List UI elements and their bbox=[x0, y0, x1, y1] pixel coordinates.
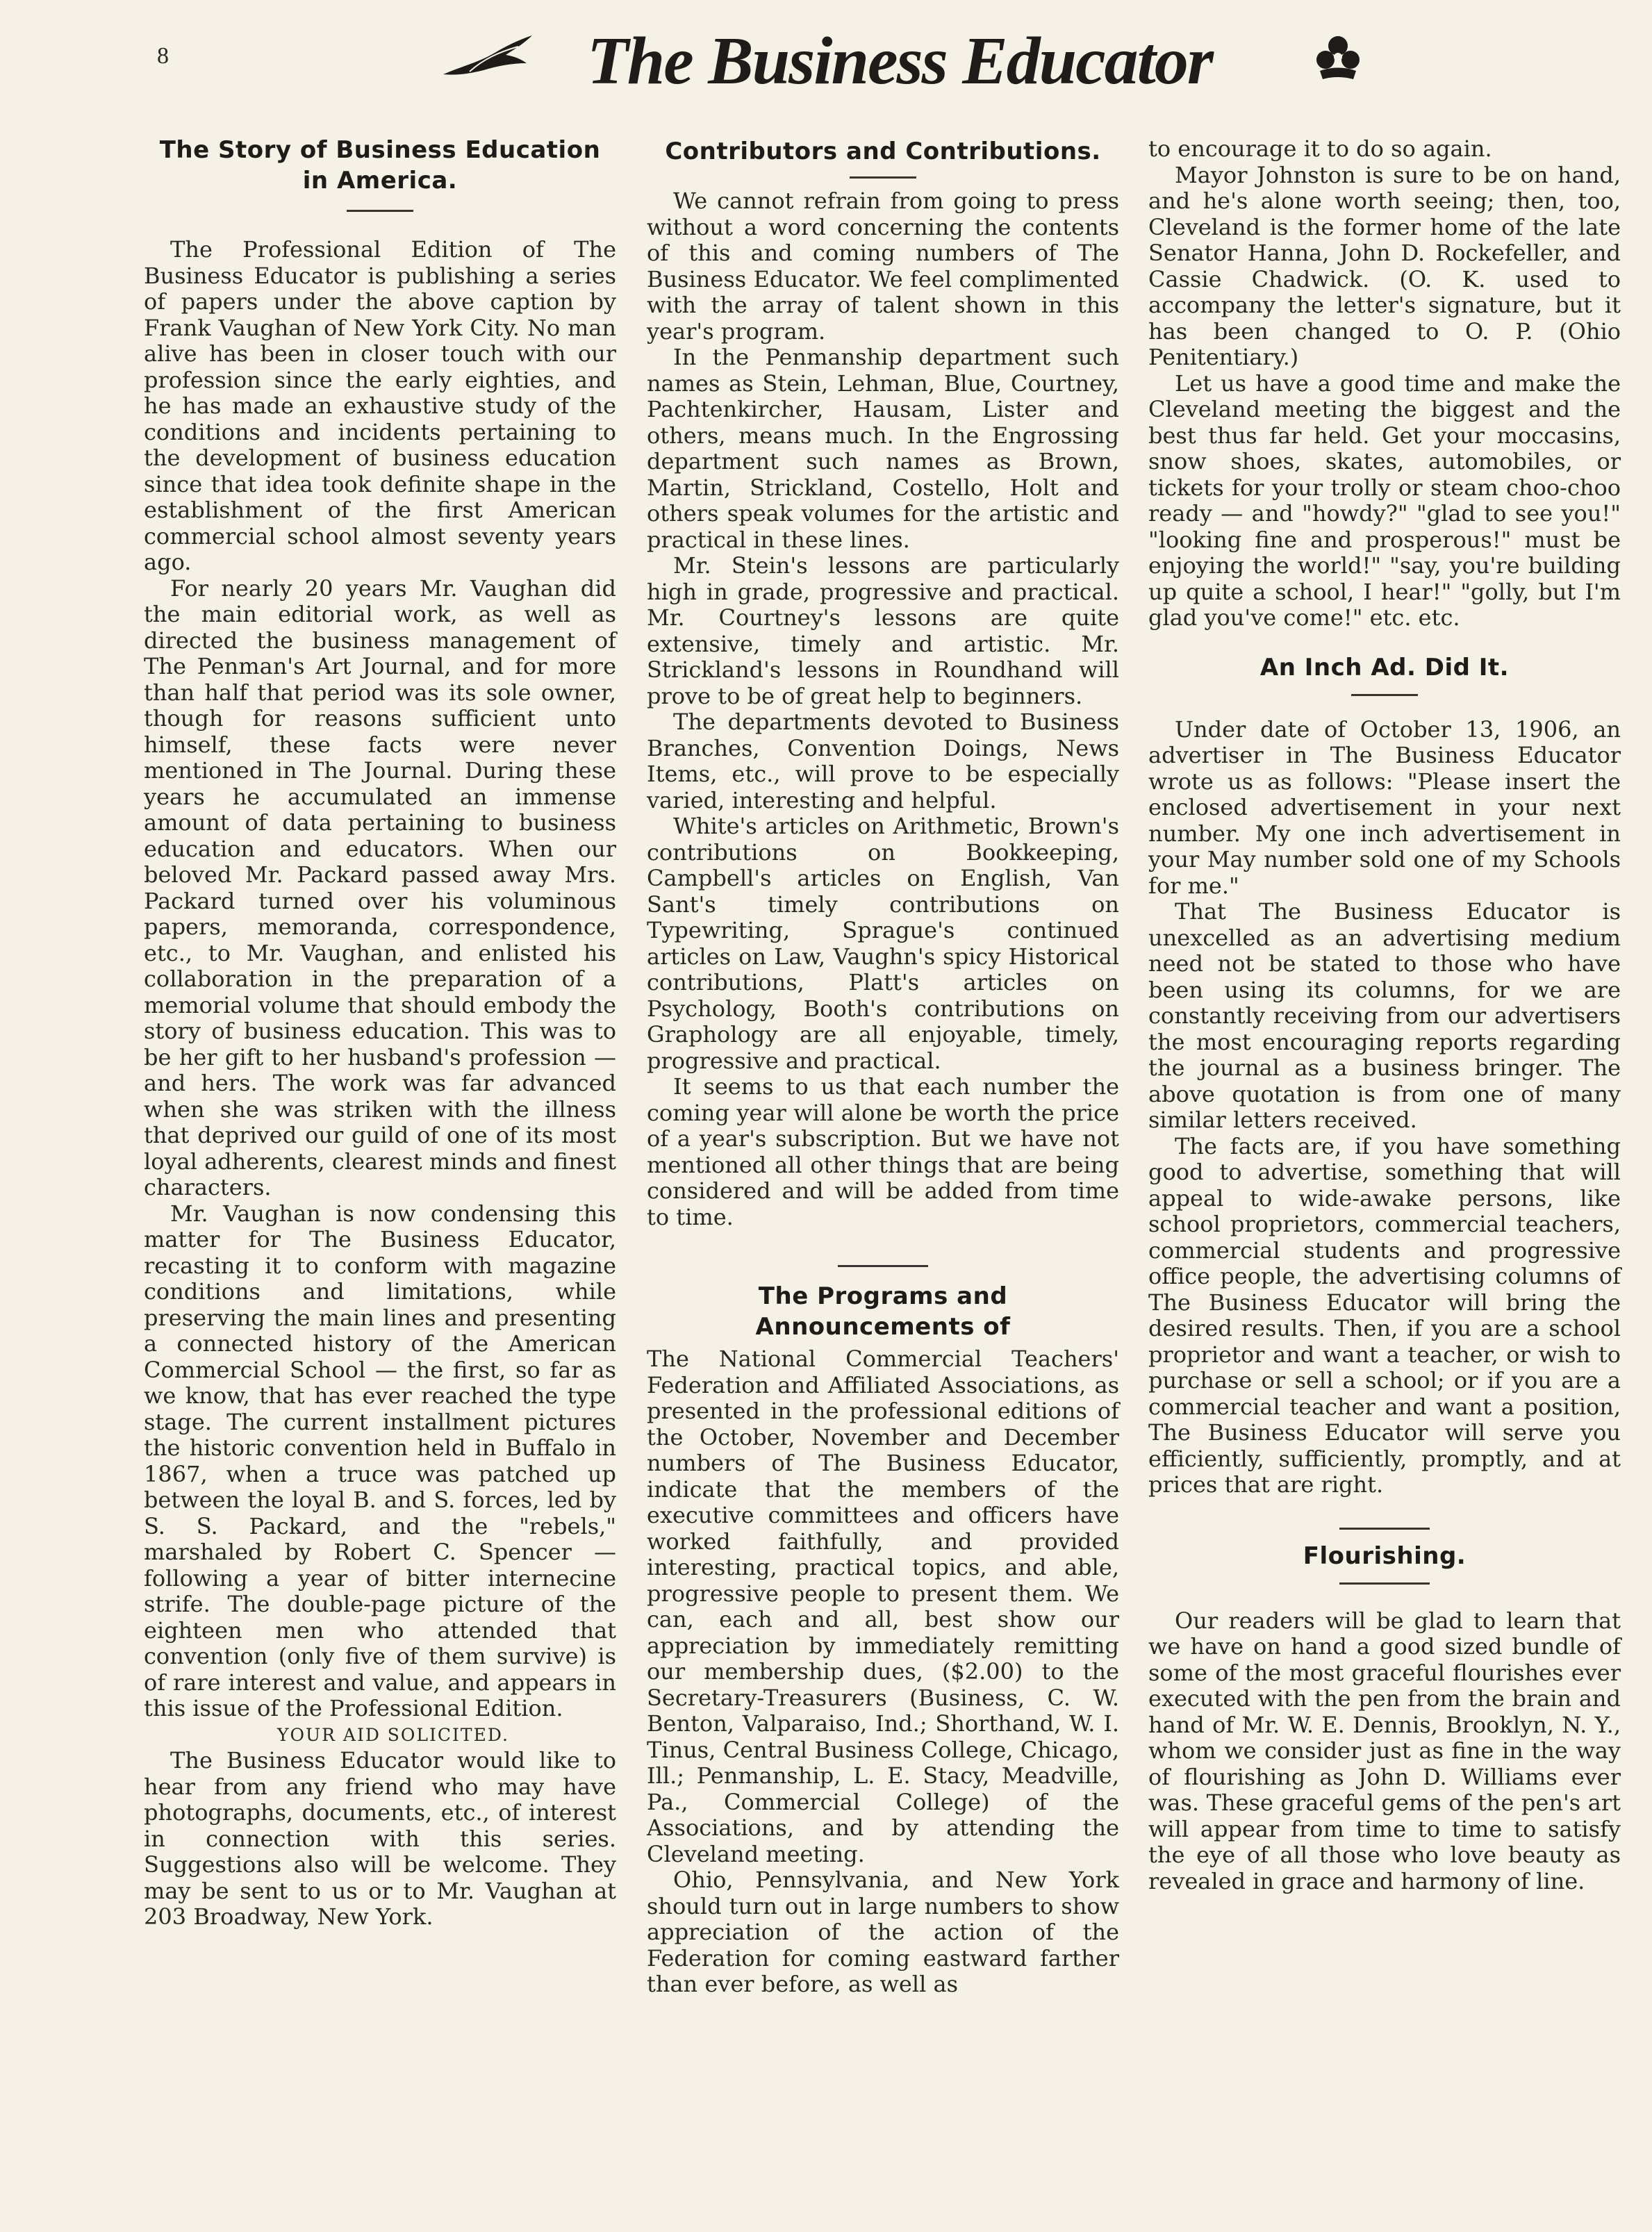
paragraph: The departments devoted to Business Branches, Convention Doings, News Items, etc., will prove to be especially varied, interesting and helpful. bbox=[647, 709, 1119, 813]
page-number: 8 bbox=[157, 43, 169, 69]
divider bbox=[838, 1265, 928, 1267]
masthead bbox=[0, 0, 1652, 122]
article-title-flourishing: Flourishing. bbox=[1303, 1541, 1467, 1570]
paragraph: For nearly 20 years Mr. Vaughan did the main editorial work, as well as directed the business management of The Penman's Art Journal, and for more than half that period was its sole owner, though for reasons sufficient unto himself, these facts were never mentioned in The Journal. During these years he accumulated an immense amount of data pertaining to business education and educators. When our beloved Mr. Packard passed away Mrs. Packard turned over his voluminous papers, memoranda, correspondence, etc., to Mr. Vaughan, and enlisted his collaboration in the preparation of a memorial volume that should embody the story of business education. This was to be her gift to her husband's profession — and hers. The work was far advanced when she was striken with the illness that deprived our guild of one of its most loyal adherents, clearest minds and finest characters. bbox=[144, 574, 616, 1200]
publication-title: The Business Educator bbox=[586, 24, 1213, 99]
paragraph: The National Commercial Teachers' Federation and Affiliated Associations, as presented in the professional editions of the October, November and December numbers of The Business Educator, indicate that the members of the executive committees and officers have worked faithfully, and provided interesting, practical topics, and able, progressive people to present them. We can, each and all, best show our appreciation by immediately remitting our membership dues, ($2.00) to the Secretary-Treasurers (Business, C. W. Benton, Valparaiso, Ind.; Shorthand, W. I. Tinus, Central Business College, Chicago, Ill.; Penmanship, L. E. Stacy, Meadville, Pa., Commercial College) of the Associations, and by attending the Cleveland meeting. bbox=[647, 1346, 1119, 1867]
divider bbox=[1351, 694, 1418, 696]
paragraph: Mr. Stein's lessons are particularly high in grade, progressive and practical. Mr. Courtney's lessons are quite extensive, timely and artistic. Mr. Strickland's lessons in Roundhand will prove to be of great help to beginners. bbox=[647, 552, 1119, 709]
divider bbox=[1339, 1582, 1430, 1585]
paragraph: In the Penmanship department such names as Stein, Lehman, Blue, Courtney, Pachtenkircher, Hausam, Lister and others, means much. In the Engrossing department such names as Brown, Martin, Strickland, Costello, Holt and others speak volumes for the artistic and practical in these lines. bbox=[647, 344, 1119, 553]
column-2 bbox=[647, 136, 1119, 1998]
article-title-programs-announcements: The Programs and Announcements of bbox=[755, 1282, 1011, 1341]
divider bbox=[1339, 1528, 1430, 1530]
paragraph: Mayor Johnston is sure to be on hand, and he's alone worth seeing; then, too, Cleveland is the former home of the late Senator Hanna, John D. Rockefeller, and Cassie Chadwick. (O. K. used to accompany the letter's signature, but it has been changed to O. P. (Ohio Penitentiary.) bbox=[1148, 161, 1621, 370]
quill-bird-icon bbox=[442, 31, 534, 80]
divider bbox=[347, 210, 413, 212]
ornament-icon bbox=[1310, 29, 1366, 85]
column-3 bbox=[1148, 136, 1621, 1894]
paragraph: We cannot refrain from going to press without a word concerning the contents of this and coming numbers of The Business Educator. We feel complimented with the array of talent shown in this year's program. bbox=[647, 188, 1119, 345]
subheading-your-aid-solicited: YOUR AID SOLICITED. bbox=[277, 1724, 509, 1745]
paragraph: The Business Educator would like to hear from any friend who may have photographs, documents, etc., of interest in connection with this series. Suggestions also will be welcome. They may be sent to us or to Mr. Vaughan at 203 Broadway, New York. bbox=[144, 1747, 616, 1930]
paragraph: to encourage it to do so again. bbox=[1148, 135, 1492, 162]
paragraph: The facts are, if you have something good to advertise, something that will appeal to wide-awake persons, like school proprietors, commercial teachers, commercial students and progressive office people, the advertising columns of The Business Educator will bring the desired results. Then, if you are a school proprietor and want a teacher, or wish to purchase or sell a school; or if you are a commercial teacher and want a position, The Business Educator will serve you efficiently, sufficiently, promptly, and at prices that are right. bbox=[1148, 1132, 1621, 1498]
article-title-inch-ad: An Inch Ad. Did It. bbox=[1259, 653, 1510, 681]
paragraph: That The Business Educator is unexcelled as an advertising medium need not be stated to those who have been using its columns, for we are constantly receiving from our advertisers the most encouraging reports regarding the journal as a business bringer. The above quotation is from one of many similar letters received. bbox=[1148, 898, 1621, 1133]
paragraph: Under date of October 13, 1906, an advertiser in The Business Educator wrote us as follows: "Please insert the enclosed advertisement in your next number. My one inch advertisement in your May number sold one of my Schools for me." bbox=[1148, 716, 1621, 899]
divider bbox=[850, 176, 916, 179]
paragraph: The Professional Edition of The Business Educator is publishing a series of papers under the above caption by Frank Vaughan of New York City. No man alive has been in closer touch with our profession since the early eighties, and he has made an exhaustive study of the conditions and incidents pertaining to the development of business education since that idea took definite shape in the establishment of the first American commercial school almost seventy years ago. bbox=[144, 236, 616, 575]
article-title-contributors: Contributors and Contributions. bbox=[665, 138, 1101, 165]
paragraph: Let us have a good time and make the Cleveland meeting the biggest and the best thus far held. Get your moccasins, snow shoes, skates, automobiles, or tickets for your trolly or steam choo-choo ready — and "howdy?" "glad to see you!" "looking fine and prosperous!" must be enjoying the world!" "say, you're building up quite a school, I hear!" "golly, but I'm glad you've come!" etc. etc. bbox=[1148, 370, 1621, 631]
paragraph: It seems to us that each number the coming year will alone be worth the price of a year's subscription. But we have not mentioned all other things that are being considered and will be added from time to time. bbox=[647, 1073, 1119, 1230]
paragraph: Mr. Vaughan is now condensing this matter for The Business Educator, recasting it to conform with magazine conditions and limitations, while preserving the main lines and presenting a connected history of the American Commercial School — the first, so far as we know, that has ever reached the type stage. The current installment pictures the historic convention held in Buffalo in 1867, when a truce was patched up between the loyal B. and S. forces, led by S. S. Packard, and the "rebels," marshaled by Robert C. Spencer — following a year of bitter internecine strife. The double-page picture of the eighteen men who attended that convention (only five of them survive) is of rare interest and value, and appears in this issue of the Professional Edition. bbox=[144, 1200, 616, 1721]
paragraph: White's articles on Arithmetic, Brown's contributions on Bookkeeping, Campbell's articles on English, Van Sant's timely contributions on Typewriting, Sprague's continued articles on Law, Vaughn's spicy Historical contributions, Platt's articles on Psychology, Booth's contributions on Graphology are all enjoyable, timely, progressive and practical. bbox=[647, 813, 1119, 1074]
paragraph: Our readers will be glad to learn that we have on hand a good sized bundle of some of the most graceful flourishes ever executed with the pen from the brain and hand of Mr. W. E. Dennis, Brooklyn, N. Y., whom we consider just as fine in the way of flourishing as John D. Williams ever was. These graceful gems of the pen's art will appear from time to time to satisfy the eye of all those who love beauty as revealed in grace and harmony of line. bbox=[1148, 1607, 1621, 1894]
article-title-story-of-business-education: The Story of Business Education in America. bbox=[159, 136, 601, 195]
paragraph: Ohio, Pennsylvania, and New York should turn out in large numbers to show appreciation of the action of the Federation for coming eastward farther than ever before, as well as bbox=[647, 1867, 1119, 1997]
column-1 bbox=[144, 136, 616, 1931]
